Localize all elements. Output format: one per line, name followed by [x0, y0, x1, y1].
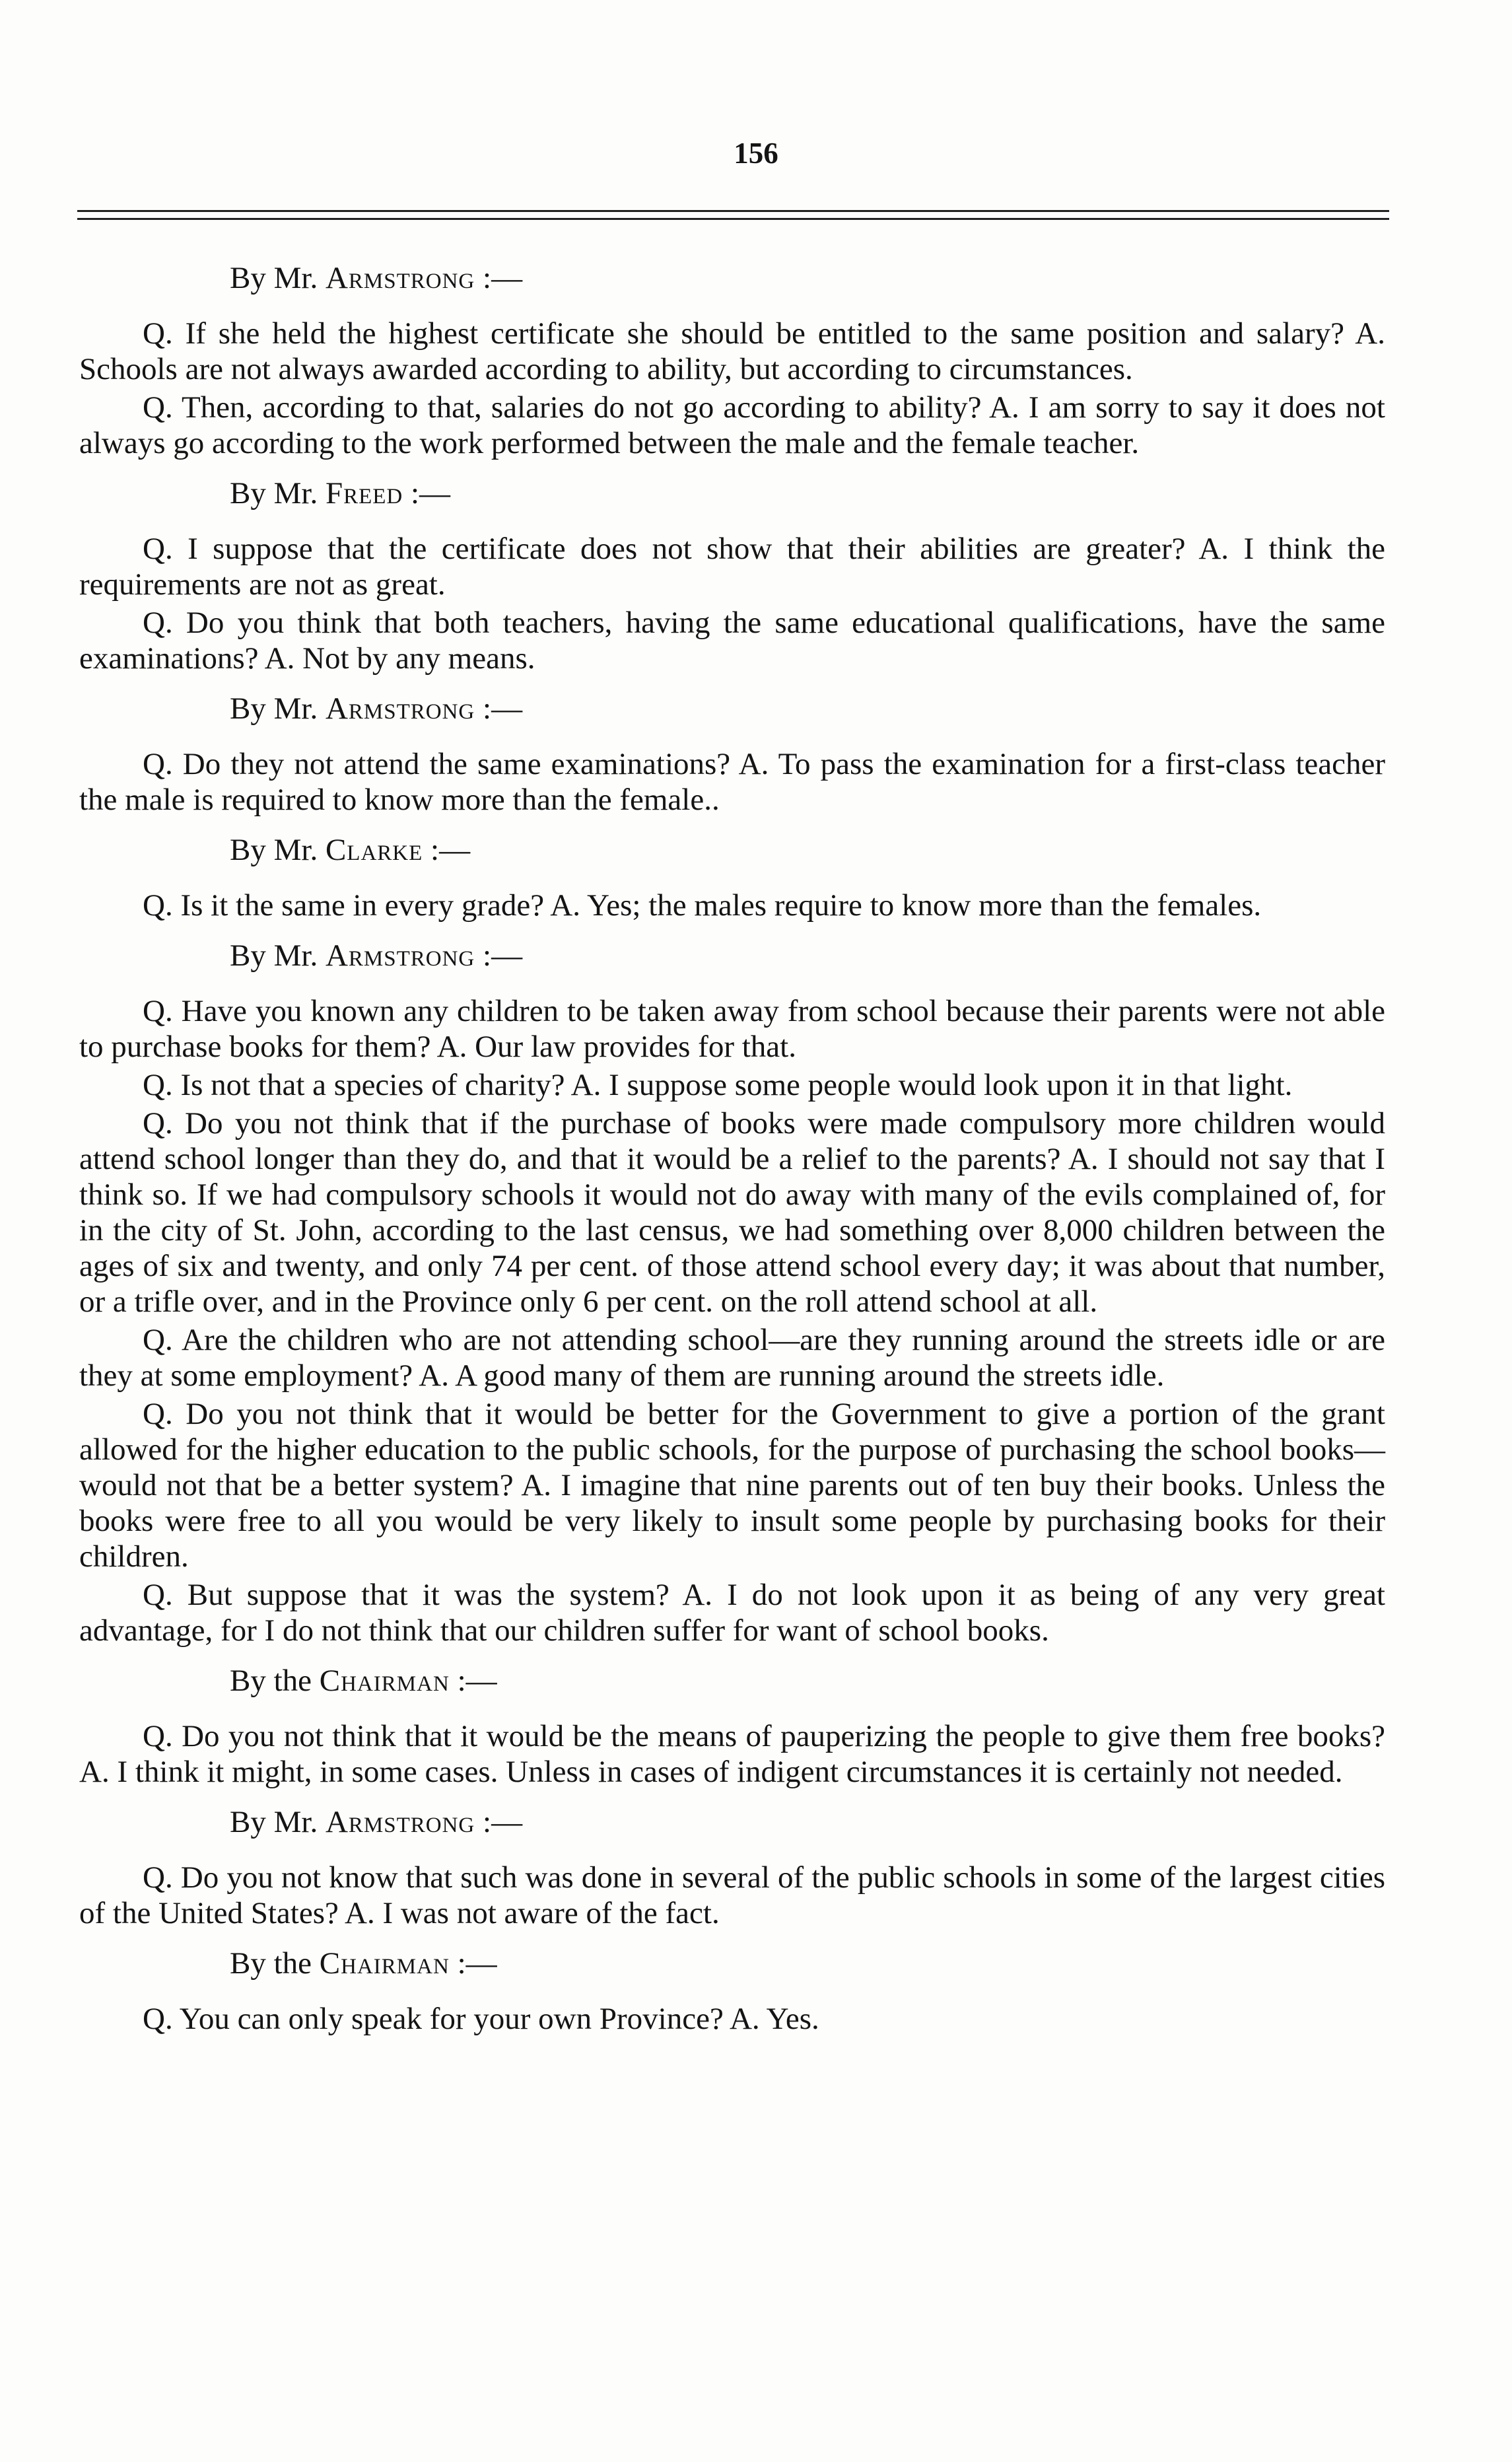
qa-paragraph: Q. Do you not think that if the purchase of books were made compulsory more children would attend school longer than they do, and that it would be a relief to the parents? A. I should not say that I think so. If we had compulsory schools it would not do away with many of the evils complained of, for in the city of St. John, according to the last census, we had something over 8,000 children between the ages of six and twenty, and only 74 per cent. of those attend school every day; it was about that number, or a trifle over, and in the Province only 6 per cent. on the roll attend school at all. [79, 1106, 1385, 1319]
speaker-heading: By Mr. Armstrong :— [230, 691, 523, 726]
qa-paragraph: Q. Do you not think that it would be better for the Government to give a portion of the grant allowed for the higher education to the public schools, for the purpose of purchasing the school books—would not that be a better system? A. I imagine that nine parents out of ten buy their books. Unless the books were free to all you would be very likely to insult some people by purchasing books for their children. [79, 1397, 1385, 1574]
header-rule-bottom [77, 218, 1389, 220]
qa-paragraph: Q. If she held the highest certificate she should be entitled to the same position and salary? A. Schools are not always awarded according to ability, but according to circumstances. [79, 316, 1385, 386]
qa-paragraph: Q. You can only speak for your own Province? A. Yes. [143, 2002, 819, 2036]
qa-paragraph: Q. Have you known any children to be taken away from school because their parents were not able to purchase books for them? A. Our law provides for that. [79, 994, 1385, 1064]
speaker-heading: By the Chairman :— [230, 1946, 497, 1981]
speaker-heading: By Mr. Armstrong :— [230, 1805, 523, 1839]
qa-paragraph: Q. Do you think that both teachers, having the same educational qualifications, have the same examinations? A. Not by any means. [79, 606, 1385, 676]
qa-paragraph: Q. But suppose that it was the system? A. I do not look upon it as being of any very great advantage, for I do not think that our children suffer for want of school books. [79, 1578, 1385, 1648]
speaker-heading: By Mr. Clarke :— [230, 833, 471, 867]
qa-paragraph: Q. Are the children who are not attending school—are they running around the streets idle or are they at some employment? A. A good many of them are running around the streets idle. [79, 1323, 1385, 1393]
qa-paragraph: Q. Do you not think that it would be the means of pauperizing the people to give them free books? A. I think it might, in some cases. Unless in cases of indigent circumstances it is certainly not needed. [79, 1719, 1385, 1789]
qa-paragraph: Q. Do you not know that such was done in several of the public schools in some of the largest cities of the United States? A. I was not aware of the fact. [79, 1860, 1385, 1930]
testimony-body [79, 246, 1385, 2039]
speaker-heading: By Mr. Armstrong :— [230, 938, 523, 973]
speaker-heading: By Mr. Freed :— [230, 476, 451, 510]
qa-paragraph: Q. Then, according to that, salaries do not go according to ability? A. I am sorry to say it does not always go according to the work performed between the male and the female teacher. [79, 390, 1385, 460]
header-rule-top [77, 210, 1389, 212]
qa-paragraph: Q. Do they not attend the same examinations? A. To pass the examination for a first-class teacher the male is required to know more than the female.. [79, 747, 1385, 817]
qa-paragraph: Q. Is not that a species of charity? A. I suppose some people would look upon it in that light. [143, 1068, 1293, 1102]
speaker-heading: By the Chairman :— [230, 1664, 497, 1698]
qa-paragraph: Q. Is it the same in every grade? A. Yes; the males require to know more than the females. [143, 888, 1262, 923]
qa-paragraph: Q. I suppose that the certificate does not show that their abilities are greater? A. I think the requirements are not as great. [79, 532, 1385, 602]
speaker-heading: By Mr. Armstrong :— [230, 261, 523, 295]
page-number: 156 [734, 137, 778, 170]
